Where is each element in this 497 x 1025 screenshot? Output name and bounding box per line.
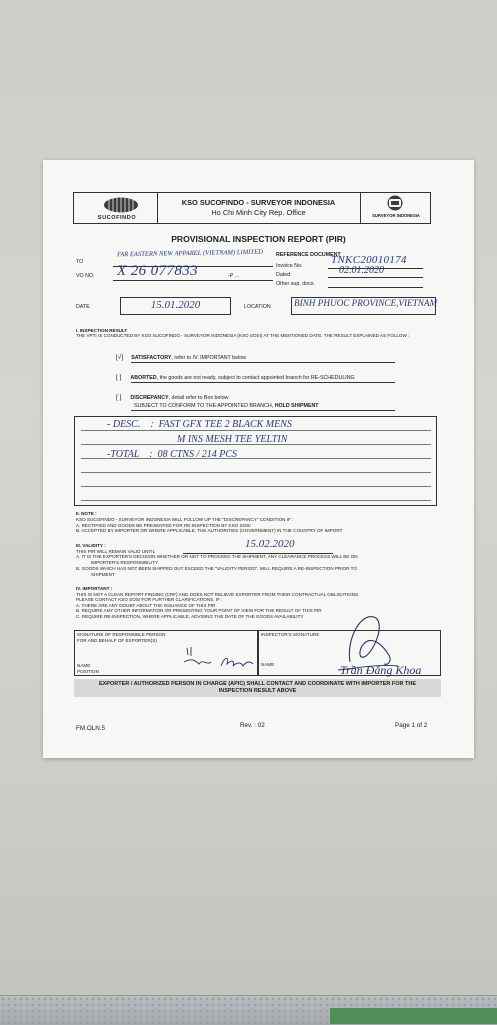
important-line-3: A. THERE ARE ANY DOUBT ABOUT THE ISSUANCE OF THIS PIR [76, 602, 216, 608]
inspector-signature-icon [318, 598, 458, 687]
box-line-6 [81, 500, 431, 501]
validity-heading: III. VALIDITY : [76, 543, 106, 548]
other-docs-label: Other sup. docs. [276, 281, 315, 287]
vo-value: X 26 077833 [117, 263, 199, 279]
important-line-4: B. REQUIRE ANY OTHER INFORMATION OR PRESENTING YOUR POINT OF VIEW FOR THE RESULT OF THIS PIR [76, 608, 322, 613]
vo-underline [113, 280, 273, 281]
box-note-total: -TOTAL : 08 CTNS / 214 PCS [107, 449, 238, 460]
discrepancy-checkbox[interactable]: [ ] [116, 394, 122, 401]
location-label: LOCATION [244, 304, 271, 310]
validity-line-3b: SHIPMENT [91, 571, 115, 577]
validity-line-1: THIS PIR WILL REMAIN VALID UNTIL [76, 548, 156, 554]
page-title: PROVISIONAL INSPECTION REPORT (PIR) [171, 234, 346, 244]
important-line-2: PLEASE CONTACT KSO SOSI FOR FURTHER CLARIFICATIONS, IF : [76, 597, 223, 602]
box-line-5 [81, 486, 431, 487]
date-value: 15.01.2020 [150, 299, 201, 311]
validity-line-2b: IMPORTER'S RESPONSIBILITY [91, 559, 159, 565]
apic-line-1: EXPORTER / AUTHORIZED PERSON IN CHARGE (APIC) SHALL CONTACT AND COORDINATE WITH IMPORTER FOR THE [98, 681, 417, 687]
box-note-description-2: M INS MESH TEE YELTIN [177, 434, 288, 445]
note-heading: II. NOTE : [76, 511, 97, 516]
dated-value: 02.01.2020 [339, 265, 384, 276]
exporter-position-label: POSITION [77, 669, 99, 674]
revision: Rev. : 02 [240, 722, 265, 729]
important-line-1: THIS IS NOT A CLEAN REPORT FINDING (CRF) AND DOES NOT RELIEVE EXPORTER FROM THEIR CONTRACTUAL OBLIGATIONS. [76, 591, 360, 597]
inspection-heading: I. INSPECTION RESULT [76, 328, 128, 333]
exporter-signature-label: SIGNATURE OF RESPONSIBLE PERSON [77, 632, 166, 637]
dated-underline [328, 277, 423, 278]
discrepancy-subline: SUBJECT TO CONFORM TO THE APPOINTED BRANCH, HOLD SHIPMENT [134, 403, 319, 409]
note-line-1: KSO SUCOFINDO - SURVEYOR INDONESIA WILL FOLLOW UP THE "DISCREPANCY" CONDITION IF : [76, 517, 294, 522]
aborted-label: ABORTED [130, 375, 157, 381]
date-label: DATE [76, 304, 90, 310]
satisfactory-underline [131, 362, 395, 363]
box-line-1 [81, 430, 431, 431]
discrepancy-underline [131, 410, 395, 411]
aborted-text: , the goods are not ready, subject to contact appointed branch for RE-SCHEDULING [156, 375, 355, 381]
aborted-checkbox[interactable]: [ ] [116, 374, 122, 381]
aborted-underline [131, 382, 395, 383]
box-note-description: - DESC. : FAST GFX TEE 2 BLACK MENS [107, 419, 292, 430]
option-satisfactory[interactable] [116, 354, 246, 361]
validity-value: 15.02.2020 [245, 538, 295, 550]
reference-document-label: REFERENCE DOCUMENT [276, 252, 341, 258]
location-value: BINH PHUOC PROVINCE,VIETNAM [294, 298, 438, 308]
option-aborted[interactable] [116, 374, 355, 381]
important-heading: IV. IMPORTANT : [76, 586, 113, 591]
discrepancy-text: , detail refer to Box below [168, 395, 229, 401]
note-line-3: B. ACCEPTED BY IMPORTER OR WHERE APPLICABLE, THE AUTHORITIES (GOVERNMENT) IN THE COUNTRY OF IMPORT [76, 528, 343, 533]
discrepancy-label: DISCREPANCY [130, 395, 169, 401]
page-indicator: Page 1 of 2 [395, 722, 428, 729]
inspector-signature-label: INSPECTOR'S SIGNATURE [261, 632, 320, 637]
validity-line-3: B. GOODS WHICH HAS NOT BEEN SHIPPED OUT EXCEED THE "VALIDITY PERIOD", WILL REQUIRE A RE-INSPECTION PRIOR TO [76, 566, 357, 571]
option-discrepancy[interactable] [116, 394, 228, 401]
exporter-signature-icon [181, 642, 256, 677]
invoice-value: TNKC20010174 [331, 254, 407, 266]
company-office: Ho Chi Minh City Rep. Office [211, 208, 306, 217]
svg-text:Trần Đăng Khoa: Trần Đăng Khoa [340, 663, 422, 677]
validity-line-2: A. IT IS THE EXPORTER'S DECISION WHETHER OR NOT TO PROCEED THE SHIPMENT, ANY CLEARANCE PROCESS WILL BE ON [76, 554, 358, 559]
company-name: KSO SUCOFINDO - SURVEYOR INDONESIA [181, 198, 336, 207]
box-line-4 [81, 472, 431, 473]
important-line-5: C. REQUIRE RE-INSPECTION, WHERE APPLICABLE, ADVISING THE DATE OF THE GOODS AVAILABILITY [76, 613, 304, 619]
inspector-name-label: NAME [261, 662, 275, 667]
to-value: FAR EASTERN NEW APPAREL (VIETNAM) LIMITED [116, 248, 263, 259]
header-divider-right [360, 192, 361, 224]
invoice-label: Invoice No. [276, 263, 303, 269]
satisfactory-text: , refer to IV. IMPORTANT below [171, 355, 246, 361]
exporter-behalf-label: FOR AND BEHALF OF EXPORTER(S) [77, 638, 157, 643]
other-docs-underline [328, 287, 423, 288]
inspection-intro: THE VPTI IS CONDUCTED BY KSO SUCOFINDO - SURVEYOR INDONESIA (KSO SOSI) AT THE MENTIONED DATE. THE RESULT EXPLAINED AS FOLLOW : [76, 333, 410, 338]
brand-left-label: SUCOFINDO [97, 215, 137, 221]
satisfactory-checkbox[interactable]: [√] [116, 354, 124, 361]
form-number: FM.OLN.5 [76, 725, 106, 732]
exporter-name-label: NAME [77, 663, 91, 668]
apic-line-2: INSPECTION RESULT ABOVE [218, 688, 297, 694]
satisfactory-label: SATISFACTORY [131, 355, 172, 361]
vo-suffix: -P ... [228, 273, 240, 279]
report-paper [43, 160, 474, 758]
note-line-2: A. RECTIFIED AND GOODS BE PRESENTED FOR RE-INSPECTION BY KSO SOSI [76, 522, 251, 528]
to-label: TO [76, 259, 84, 265]
brand-right-label: SURVEYOR INDONESIA [372, 213, 420, 218]
vo-label: VO NO. [76, 273, 95, 279]
dated-label: Dated [276, 272, 291, 278]
green-cloth [330, 1008, 497, 1024]
